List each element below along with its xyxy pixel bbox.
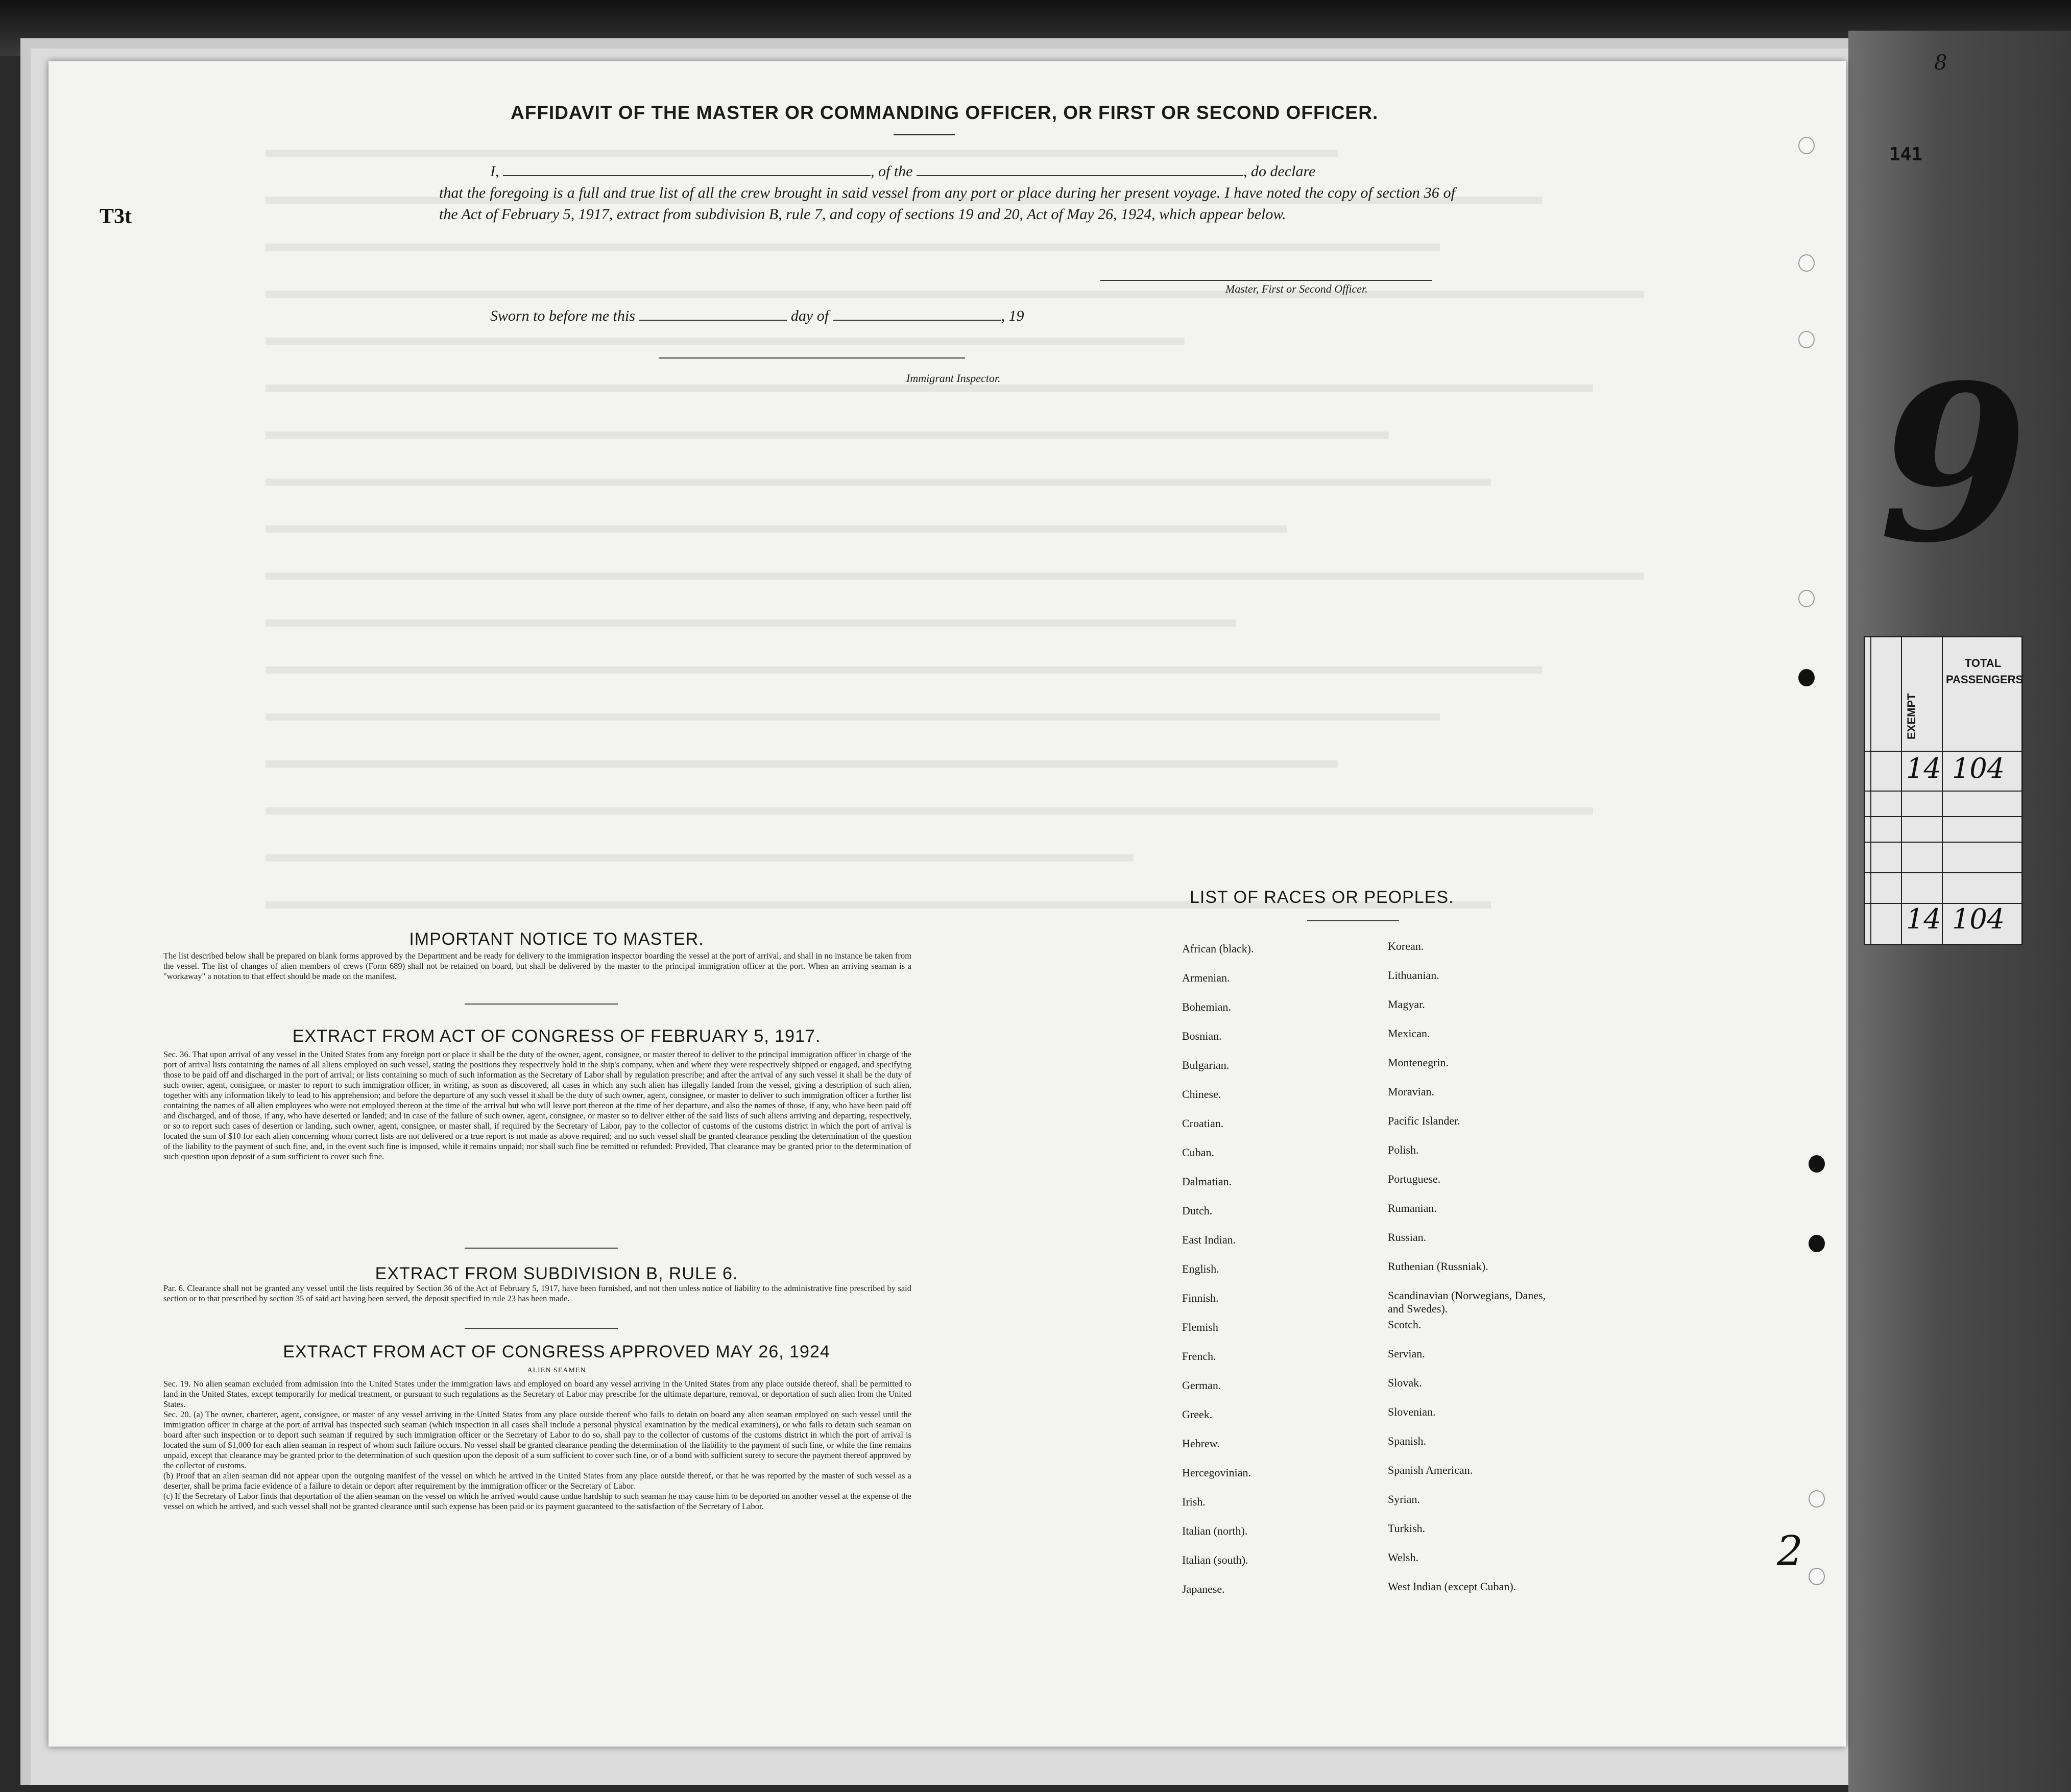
race-item: Flemish	[1182, 1321, 1218, 1333]
extract-1924-body	[163, 1379, 911, 1512]
declaration-line	[439, 161, 1460, 182]
race-item: Welsh.	[1388, 1551, 1418, 1564]
race-item: Irish.	[1182, 1495, 1206, 1508]
race-item: Chinese.	[1182, 1088, 1221, 1101]
race-item: Korean.	[1388, 940, 1424, 952]
race-item: Polish.	[1388, 1143, 1419, 1156]
bottom-handwritten-mark: 2	[1777, 1527, 1803, 1574]
sec-19: Sec. 19. No alien seaman excluded from admission into the United States under the immigration laws and employed on board any vessel arriving in the United States from any place outside thereof, shall be permitted to land in the United States, except temporarily for medical treatment, or pursuant to such regulations as the Secretary of Labor may prescribe for the ultimate departure, removal, or deportation of such alien from the United States.	[163, 1379, 911, 1409]
notice-divider	[465, 1003, 618, 1005]
race-item: Pacific Islander.	[1388, 1114, 1460, 1127]
sworn-statement	[490, 307, 1024, 325]
race-item: Servian.	[1388, 1347, 1425, 1360]
left-margin-mark: T3t	[100, 205, 132, 228]
affidavit-body: that the foregoing is a full and true list of all the crew brought in said vessel from any port or place during her present voyage. I have noted the copy of section 36 of the Act of February 5, 1917, extract from subdivision B, rule 7, and copy of sections 19 and 20, Act of May 26, 1924, which appear below.	[439, 184, 1455, 223]
sec-20c: (c) If the Secretary of Labor finds that deportation of the alien seaman on the vessel on which he arrived would cause undue hardship to such seaman he may cause him to be deported on another vessel at the expense of the vessel on which he arrived, and such vessel shall not be granted clearance until such expense has been paid or its payment guaranteed to the satisfaction of the Secretary of Labor.	[163, 1491, 911, 1511]
extract-1917-title: EXTRACT FROM ACT OF CONGRESS OF FEBRUARY 5, 1917.	[292, 1026, 821, 1046]
tally-table	[1864, 636, 2023, 945]
extract-1917-body: Sec. 36. That upon arrival of any vessel in the United States from any foreign port or place it shall be the duty of the owner, agent, consignee, or master thereof to deliver to the principal immigration officer in charge of the port of arrival lists containing the names of all aliens employed on such vessel, stating the positions they respectively hold in the ship's company, when and where they were respectively shipped or engaged, and specifying those to be paid off and discharged in the port of arrival; or lists containing so much of such information as the Secretary of Labor shall by regulation prescribe; and after the arrival of any such vessel it shall be the duty of such owner, agent, consignee, or master to report to such immigration officer, in writing, as soon as discovered, all cases in which any such alien has illegally landed from the vessel, giving a description of such alien, together with any information likely to lead to his apprehension; and before the departure of any such vessel it shall be the duty of such owner, agent, consignee, or master to deliver to such immigration officer a further list containing the names of all alien employees who were not employed thereon at the time of the arrival but who will leave port thereon at the time of her departure, and also the names of those, if any, who have been paid off and discharged, and of those, if any, who have deserted or landed; and in case of the failure of such owner, agent, consignee, or master so to deliver either of the said lists of such aliens arriving and departing, respectively, or so to report such cases of desertion or landing, such owner, agent, consignee, or master shall, if required by the Secretary of Labor, pay to the collector of customs of the customs district in which the port of arrival is located the sum of $10 for each alien concerning whom correct lists are not delivered or a true report is not made as above required; and no such vessel shall be granted clearance pending the determination of the question of the liability to the payment of such fine, and, in the event such fine is imposed, while it remains unpaid; nor shall such fine be remitted or refunded: Provided, That clearance may be granted prior to the determination of such question upon deposit of a sum sufficient to cover such fine.	[163, 1049, 911, 1161]
officer-signature-line	[1100, 280, 1432, 281]
race-item: African (black).	[1182, 942, 1254, 955]
race-item: Dutch.	[1182, 1204, 1213, 1217]
races-divider	[1307, 920, 1399, 921]
stamp-number: 141	[1889, 144, 1923, 165]
race-item: Portuguese.	[1388, 1173, 1441, 1185]
race-item: Spanish.	[1388, 1435, 1427, 1447]
race-item: Ruthenian (Russniak).	[1388, 1260, 1488, 1273]
race-item: Italian (north).	[1182, 1524, 1248, 1537]
race-item: Dalmatian.	[1182, 1175, 1232, 1188]
sworn-year: , 19	[1001, 307, 1024, 324]
officer-label: Master, First or Second Officer.	[1225, 282, 1368, 295]
extract-1917-divider	[465, 1248, 618, 1249]
punch-hole	[1798, 669, 1815, 686]
punch-hole	[1798, 590, 1815, 607]
race-item: Armenian.	[1182, 971, 1230, 984]
race-item: West Indian (except Cuban).	[1388, 1580, 1516, 1593]
race-item: Scotch.	[1388, 1318, 1422, 1331]
race-item: Slovak.	[1388, 1376, 1422, 1389]
races-right-column	[1388, 940, 1602, 1604]
race-item: Japanese.	[1182, 1583, 1225, 1595]
race-item: Scandinavian (Norwegians, Danes, and Swedes).	[1388, 1289, 1546, 1315]
race-item: Finnish.	[1182, 1292, 1219, 1304]
race-item: Moravian.	[1388, 1085, 1435, 1098]
races-title: LIST OF RACES OR PEOPLES.	[1190, 888, 1454, 907]
punch-hole	[1809, 1155, 1825, 1173]
race-item: German.	[1182, 1379, 1221, 1392]
race-item: East Indian.	[1182, 1233, 1236, 1246]
race-item: French.	[1182, 1350, 1216, 1363]
race-item: Hebrew.	[1182, 1437, 1220, 1450]
vessel-blank	[917, 164, 1243, 176]
subdivision-b-divider	[465, 1328, 618, 1329]
tally-header-exempt: EXEMPT	[1905, 693, 1918, 739]
race-item: Bosnian.	[1182, 1030, 1222, 1042]
tally-exempt-value-2: 14	[1906, 903, 1941, 935]
race-item: Bulgarian.	[1182, 1059, 1230, 1071]
declare-i: I,	[490, 163, 499, 180]
notice-title: IMPORTANT NOTICE TO MASTER.	[409, 929, 704, 949]
tally-total-value-1: 104	[1952, 752, 2005, 784]
declare-of-the: , of the	[871, 163, 913, 180]
affidavit-body-block	[439, 161, 1460, 225]
sworn-prefix: Sworn to before me this	[490, 307, 635, 324]
page-number-mark: 8	[1934, 51, 1947, 75]
punch-hole	[1809, 1568, 1825, 1585]
affidavit-title: AFFIDAVIT OF THE MASTER OR COMMANDING OFFICER, OR FIRST OR SECOND OFFICER.	[511, 102, 1379, 123]
race-item: Bohemian.	[1182, 1000, 1231, 1013]
race-item: Cuban.	[1182, 1146, 1214, 1159]
race-item: English.	[1182, 1262, 1219, 1275]
inspector-signature-line	[659, 357, 965, 359]
punch-hole	[1809, 1490, 1825, 1508]
race-item: Italian (south).	[1182, 1554, 1248, 1566]
punch-hole	[1798, 331, 1815, 348]
tally-total-value-2: 104	[1952, 903, 2005, 935]
notice-body: The list described below shall be prepared on blank forms approved by the Department and be ready for delivery to the immigration inspector boarding the vessel at the port of arrival, and shall in no instance be taken from the vessel. The list of changes of alien members of crews (Form 689) shall not be retained on board, but shall be delivered by the master to the principal immigration officer at the port. When an arriving seaman is a "workaway" a notation to that effect should be made on the manifest.	[163, 951, 911, 981]
race-item: Turkish.	[1388, 1522, 1426, 1535]
race-item: Rumanian.	[1388, 1202, 1437, 1214]
name-blank	[503, 164, 871, 176]
sworn-day-blank	[639, 308, 787, 321]
sec-20b: (b) Proof that an alien seaman did not appear upon the outgoing manifest of the vessel on which he arrived in the United States from any place outside thereof, or that he was reported by the master of such vessel as a deserter, shall be prima facie evidence of a failure to detain or deport after requirement by the immigration officer or the Secretary of Labor.	[163, 1471, 911, 1491]
sworn-day: day of	[790, 307, 829, 324]
race-item: Montenegrin.	[1388, 1056, 1449, 1069]
race-item: Croatian.	[1182, 1117, 1224, 1130]
declare-suffix: , do declare	[1243, 163, 1316, 180]
races-left-column	[1182, 942, 1366, 1606]
inspector-label: Immigrant Inspector.	[906, 372, 1001, 385]
race-item: Greek.	[1182, 1408, 1213, 1421]
race-item: Lithuanian.	[1388, 969, 1439, 982]
punch-hole	[1798, 254, 1815, 272]
race-item: Magyar.	[1388, 998, 1425, 1011]
race-item: Spanish American.	[1388, 1464, 1473, 1476]
punch-hole	[1809, 1235, 1825, 1252]
subdivision-b-title: EXTRACT FROM SUBDIVISION B, RULE 6.	[375, 1264, 738, 1283]
title-underline	[894, 134, 955, 135]
show-through-text	[266, 110, 1797, 1029]
large-handwritten-number: 9	[1879, 339, 2029, 590]
race-item: Syrian.	[1388, 1493, 1420, 1506]
race-item: Hercegovinian.	[1182, 1466, 1251, 1479]
sworn-month-blank	[833, 308, 1001, 321]
sec-20a: Sec. 20. (a) The owner, charterer, agent, consignee, or master of any vessel arriving in the United States from any place outside thereof who fails to detain on board any alien seaman employed on such vessel until the immigration officer in charge at the port of arrival has inspected such seaman (which inspection in all cases shall include a personal physical examination by the medical examiners), or who fails to detain such seaman on board after such inspection or to deport such seaman if required by such immigration officer or the Secretary of Labor to do so, shall pay to the collector of customs of the customs district in which the port of arrival is located the sum of $1,000 for each alien seaman in respect of whom such failure occurs. No vessel shall be granted clearance pending the determination of the liability to the payment of such fine, or while the fine remains unpaid, except that clearance may be granted prior to the determination of such question upon the deposit of a sum sufficient to cover such fine, or of a bond with sufficient surety to secure the payment thereof approved by the collector of customs.	[163, 1409, 911, 1470]
race-item: Russian.	[1388, 1231, 1427, 1244]
race-item: Mexican.	[1388, 1027, 1430, 1040]
tally-exempt-value-1: 14	[1906, 752, 1941, 784]
race-item: Slovenian.	[1388, 1405, 1436, 1418]
extract-1924-subtitle: ALIEN SEAMEN	[527, 1367, 586, 1374]
subdivision-b-body: Par. 6. Clearance shall not be granted any vessel until the lists required by Section 36 of the Act of February 5, 1917, have been furnished, and not then unless notice of liability to the administrative fine prescribed by said section or to that prescribed by section 35 of said act having been served, the deposit specified in rule 23 has been made.	[163, 1283, 911, 1303]
extract-1924-title: EXTRACT FROM ACT OF CONGRESS APPROVED MAY 26, 1924	[283, 1342, 830, 1361]
tally-header-total: TOTAL PASSENGERS	[1946, 657, 2024, 686]
punch-hole	[1798, 137, 1815, 154]
